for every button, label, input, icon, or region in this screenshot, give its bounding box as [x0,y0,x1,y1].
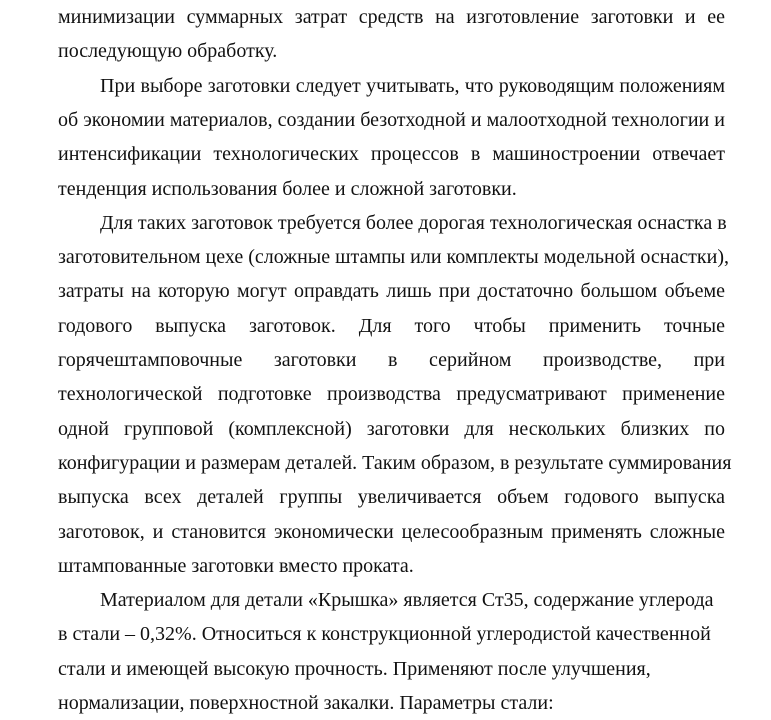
text-line: горячештамповочные заготовки в серийном производстве, при [58,349,725,371]
text-line: одной групповой (комплексной) заготовки для нескольких близких по [58,417,725,440]
text-line: заготовок, и становится экономически целесообразным применять сложные [58,520,725,543]
text-line: нормализации, поверхностной закалки. Параметры стали: [58,692,554,714]
text-line: годового выпуска заготовок. Для того чтобы применить точные [58,314,725,337]
text-line: конфигурации и размерам деталей. Таким образом, в результате суммирования [58,451,732,474]
text-line: Материалом для детали «Крышка» является Ст35, содержание углерода [100,589,714,612]
text-line: выпуска всех деталей группы увеличивается объем годового выпуска [58,486,725,509]
text-line: заготовительном цехе (сложные штампы или комплекты модельной оснастки), [58,246,729,269]
text-line: технологической подготовке производства предусматривают применение [58,383,725,406]
text-line: последующую обработку. [58,40,278,63]
text-line: об экономии материалов, создании безотходной и малоотходной технологии и [58,108,725,131]
text-line: Для таких заготовок требуется более дорогая технологическая оснастка в [100,211,727,234]
text-line: стали и имеющей высокую прочность. Применяют после улучшения, [58,657,651,680]
text-line: в стали – 0,32%. Относиться к конструкционной углеродистой качественной [58,623,711,646]
text-line: При выборе заготовки следует учитывать, что руководящим положениям [100,74,725,97]
text-line: минимизации суммарных затрат средств на изготовление заготовки и ее [58,6,725,28]
text-line: затраты на которую могут оправдать лишь при достаточно большом объеме [58,280,725,303]
text-line: тенденция использования более и сложной заготовки. [58,177,517,200]
text-line: штампованные заготовки вместо проката. [58,554,414,577]
text-line: интенсификации технологических процессов в машиностроении отвечает [58,143,725,166]
